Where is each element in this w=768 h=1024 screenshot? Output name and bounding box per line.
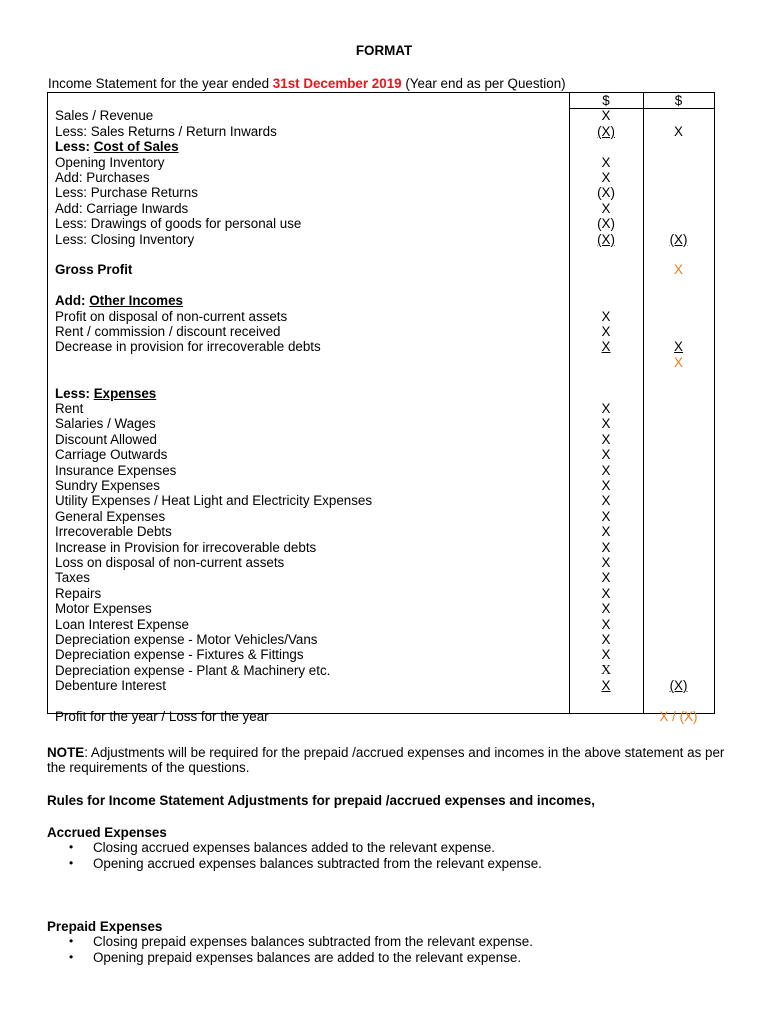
row-label: Discount Allowed [55, 431, 157, 447]
col1-value: X [601, 632, 611, 647]
blank-row [48, 370, 714, 385]
statement-row [48, 617, 714, 632]
section-title: Cost of Sales [93, 139, 179, 155]
col1-value: X [601, 462, 611, 478]
list-item: • Opening prepaid expenses balances are added to the relevant expense. [47, 950, 533, 966]
statement-subtitle [48, 76, 566, 91]
row-label: Sales / Revenue [55, 108, 154, 124]
blank-row [48, 278, 714, 293]
row-label: Depreciation expense - Motor Vehicles/Vans [55, 632, 318, 647]
gross-profit-row [48, 262, 714, 277]
col1-value: X [601, 570, 611, 586]
rules-heading: Rules for Income Statement Adjustments for prepaid /accrued expenses and incomes, [47, 793, 595, 808]
prepaid-rules-list [47, 934, 533, 965]
section-title: Other Incomes [89, 293, 183, 309]
subtitle-prefix: Income Statement for the year ended [48, 76, 273, 91]
row-label: Carriage Outwards [55, 447, 168, 463]
col1-value: X [601, 108, 611, 124]
year-end-date: 31st December 2019 [272, 76, 402, 91]
section-heading-row [48, 139, 714, 154]
col1-value: X [601, 478, 611, 493]
row-label: Profit on disposal of non-current assets [55, 308, 288, 324]
row-label: Irrecoverable Debts [55, 524, 172, 540]
col1-value: X [601, 539, 611, 555]
column-header-row [48, 93, 714, 108]
col1-value: X [601, 678, 611, 694]
statement-row [48, 509, 714, 524]
row-label: Loan Interest Expense [55, 616, 189, 632]
row-label: Add: Carriage Inwards [55, 200, 189, 216]
col1-value: X [601, 200, 611, 216]
row-label: Sundry Expenses [55, 478, 160, 493]
col1-value: X [601, 493, 611, 509]
row-label: Opening Inventory [55, 154, 165, 170]
row-label [55, 139, 179, 154]
col1-value: X [601, 431, 611, 447]
row-label: Salaries / Wages [55, 416, 156, 432]
col1-value: X [601, 401, 611, 416]
prepaid-expenses-heading: Prepaid Expenses [47, 919, 163, 934]
section-prefix: Add: [55, 293, 90, 309]
row-label: Depreciation expense - Plant & Machinery etc. [55, 662, 331, 678]
statement-row [48, 647, 714, 662]
row-label: Taxes [55, 570, 90, 586]
statement-row [48, 401, 714, 416]
statement-row [48, 108, 714, 123]
col2-value: X / (X) [659, 709, 698, 724]
col1-value: X [601, 585, 611, 601]
col1-value: X [601, 154, 611, 170]
row-label: Less: Drawings of goods for personal use [55, 216, 302, 232]
list-item: • Opening accrued expenses balances subtracted from the relevant expense. [47, 856, 542, 872]
section-heading-row [48, 293, 714, 308]
row-label: Add: Purchases [55, 170, 150, 185]
row-label: Less: Sales Returns / Return Inwards [55, 123, 277, 139]
section-prefix: Less: [55, 385, 94, 401]
section-prefix: Less: [55, 139, 94, 155]
row-label: Utility Expenses / Heat Light and Electricity Expenses [55, 493, 373, 509]
list-item: • Closing accrued expenses balances added to the relevant expense. [47, 840, 542, 856]
row-label: Insurance Expenses [55, 462, 177, 478]
col1-value: X [601, 647, 611, 663]
subtitle-suffix: (Year end as per Question) [401, 76, 566, 91]
col1-value: (X) [597, 185, 615, 201]
blank-row [48, 694, 714, 709]
list-item: • Closing prepaid expenses balances subtracted from the relevant expense. [47, 934, 533, 950]
row-label: Debenture Interest [55, 678, 166, 694]
col2-value: X [674, 262, 683, 278]
statement-row [48, 555, 714, 570]
statement-row [48, 570, 714, 585]
row-label: Motor Expenses [55, 601, 152, 617]
statement-row [48, 678, 714, 693]
row-label: Profit for the year / Loss for the year [55, 709, 269, 724]
col2-value: X [674, 354, 683, 370]
row-label: Less: Purchase Returns [55, 185, 198, 201]
statement-row [48, 601, 714, 616]
statement-row [48, 309, 714, 324]
row-label: Gross Profit [55, 262, 133, 278]
note-label: NOTE [47, 745, 85, 760]
statement-row [48, 663, 714, 678]
col1-value: (X) [597, 231, 615, 247]
row-label: General Expenses [55, 508, 166, 524]
subtotal-row [48, 355, 714, 370]
col1-value: X [601, 324, 611, 339]
accrued-expenses-heading: Accrued Expenses [47, 825, 167, 840]
statement-row [48, 416, 714, 431]
row-label: Less: Closing Inventory [55, 231, 195, 247]
document-title: FORMAT [355, 43, 413, 58]
row-label: Loss on disposal of non-current assets [55, 555, 285, 570]
col1-value: X [601, 601, 611, 617]
row-label: Rent / commission / discount received [55, 324, 281, 339]
column-header-1: $ [602, 93, 610, 108]
section-heading-row [48, 386, 714, 401]
col1-value: X [601, 555, 611, 570]
column-header-2: $ [674, 93, 683, 108]
blank-row [48, 247, 714, 262]
statement-row [48, 586, 714, 601]
row-label: Decrease in provision for irrecoverable debts [55, 339, 321, 355]
col1-value: X [601, 308, 611, 324]
statement-row [48, 155, 714, 170]
statement-row [48, 201, 714, 216]
row-label [55, 386, 156, 401]
col2-value: (X) [669, 678, 688, 694]
col1-value: X [601, 524, 611, 540]
statement-row [48, 447, 714, 462]
col1-value: X [601, 508, 611, 524]
statement-row [48, 493, 714, 508]
statement-row [48, 339, 714, 354]
statement-row [48, 432, 714, 447]
col1-value: X [600, 662, 612, 678]
statement-row [48, 124, 714, 139]
col1-value: X [601, 416, 611, 432]
col1-value: X [601, 616, 611, 632]
col1-value: (X) [597, 216, 615, 232]
row-label: Repairs [55, 585, 102, 601]
statement-row [48, 185, 714, 200]
section-title: Expenses [93, 385, 157, 401]
accrued-rules-list [47, 840, 542, 871]
col2-value: X [674, 123, 683, 139]
col1-value: (X) [597, 123, 615, 139]
statement-row [48, 324, 714, 339]
col1-value: X [601, 339, 611, 355]
row-label: Rent [55, 401, 84, 416]
row-label: Increase in Provision for irrecoverable debts [55, 539, 317, 555]
col2-value: (X) [669, 231, 688, 247]
statement-row [48, 216, 714, 231]
col1-value: X [601, 447, 611, 463]
statement-row [48, 524, 714, 539]
col1-value: X [601, 170, 611, 185]
row-label [55, 293, 183, 308]
row-label: Depreciation expense - Fixtures & Fittings [55, 647, 304, 663]
col2-value: X [674, 339, 683, 355]
note-text: : Adjustments will be required for the prepaid /accrued expenses and incomes in the above statement as per the requirements of the questions. [47, 745, 725, 776]
statement-row [48, 478, 714, 493]
note-paragraph [47, 745, 727, 776]
statement-row [48, 632, 714, 647]
statement-row [48, 170, 714, 185]
income-statement-table [47, 92, 715, 724]
net-profit-row [48, 709, 714, 724]
statement-row [48, 463, 714, 478]
statement-row [48, 540, 714, 555]
statement-row [48, 232, 714, 247]
